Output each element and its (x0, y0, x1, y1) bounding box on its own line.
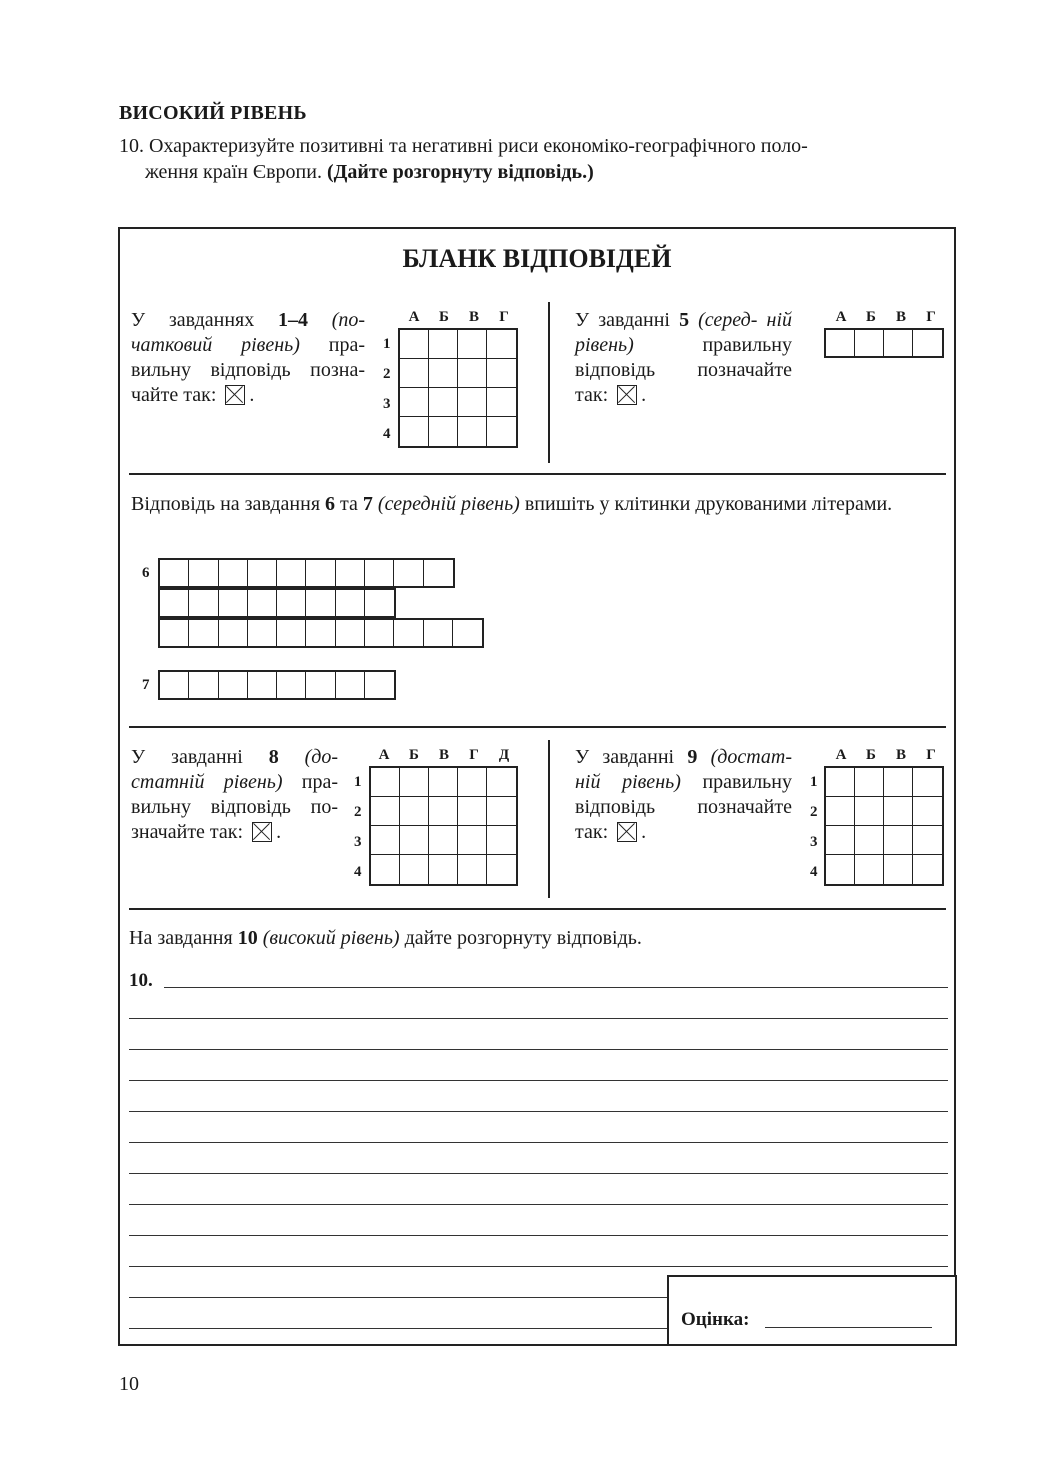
letter-cell[interactable] (189, 672, 218, 698)
answer-10-label: 10. (129, 970, 153, 991)
answer-cell[interactable] (400, 768, 429, 797)
letter-cell[interactable] (336, 590, 365, 616)
letter-cell[interactable] (336, 560, 365, 586)
answer-cell[interactable] (487, 826, 516, 855)
letter-cell[interactable] (365, 620, 394, 646)
answer-cell[interactable] (400, 797, 429, 826)
score-label: Оцінка: (681, 1309, 750, 1330)
answer-6-row-1[interactable] (158, 558, 455, 588)
block-10-instructions: На завдання 10 (високий рівень) дайте розгорнуту відповідь. (129, 927, 642, 949)
block-5-instructions: У завданні 5 (серед- ній рівень) правильну відповідь позначайте так: . (575, 309, 792, 406)
answer-line[interactable] (129, 1173, 948, 1174)
letter-cell[interactable] (248, 590, 277, 616)
block-9-instructions: У завданні 9 (достат- ній рівень) правильну відповідь позначайте так: . (575, 746, 793, 843)
answer-line[interactable] (129, 1080, 948, 1081)
letter-cell[interactable] (189, 590, 218, 616)
answer-cell[interactable] (429, 388, 458, 417)
letter-cell[interactable] (277, 620, 306, 646)
answer-cell[interactable] (487, 855, 516, 884)
answer-line[interactable] (129, 1142, 948, 1143)
answer-grid-9[interactable] (824, 766, 944, 886)
answer-cell[interactable] (458, 826, 487, 855)
answer-cell[interactable] (400, 359, 429, 388)
divider-horizontal-1 (129, 473, 946, 475)
answer-cell[interactable] (429, 855, 458, 884)
letter-cell[interactable] (160, 560, 189, 586)
block-9-rows: 1 2 3 4 (810, 774, 818, 880)
answer-cell[interactable] (913, 855, 942, 884)
answer-line[interactable] (164, 987, 948, 988)
block-8-instructions: У завданні 8 (до- статній рівень) пра- вильну відповідь по- значайте так: . (131, 746, 339, 843)
answer-cell[interactable] (884, 826, 913, 855)
letter-cell[interactable] (248, 560, 277, 586)
answer-cell[interactable] (400, 330, 429, 359)
letter-cell[interactable] (424, 620, 453, 646)
answer-cell[interactable] (429, 359, 458, 388)
divider-vertical-1 (548, 302, 550, 463)
score-input-line[interactable] (765, 1327, 932, 1328)
answer-grid-1-4[interactable] (398, 328, 518, 448)
answer-line[interactable] (129, 1204, 948, 1205)
letter-cell[interactable] (219, 590, 248, 616)
answer-cell[interactable] (429, 330, 458, 359)
answer-cell[interactable] (487, 330, 516, 359)
answer-cell[interactable] (913, 826, 942, 855)
answer-cell[interactable] (371, 826, 400, 855)
block-5-columns: А Б В Г (835, 309, 936, 325)
answer-cell[interactable] (913, 768, 942, 797)
answer-cell[interactable] (429, 417, 458, 446)
block-1-4-rows: 1 2 3 4 (383, 336, 391, 442)
answer-cell[interactable] (458, 388, 487, 417)
cross-mark-icon (617, 822, 637, 842)
letter-cell[interactable] (219, 620, 248, 646)
answer-cell[interactable] (487, 768, 516, 797)
cross-mark-icon (252, 822, 272, 842)
letter-cell[interactable] (189, 620, 218, 646)
answer-cell[interactable] (884, 855, 913, 884)
answer-sheet-title: БЛАНК ВІДПОВІДЕЙ (402, 244, 672, 273)
answer-cell[interactable] (458, 330, 487, 359)
letter-cell[interactable] (219, 672, 248, 698)
answer-cell[interactable] (855, 855, 884, 884)
task-6-label: 6 (142, 565, 150, 581)
answer-cell[interactable] (429, 797, 458, 826)
answer-cell[interactable] (429, 768, 458, 797)
answer-line[interactable] (129, 1049, 948, 1050)
letter-cell[interactable] (219, 560, 248, 586)
answer-cell[interactable] (884, 797, 913, 826)
cross-mark-icon (617, 385, 637, 405)
letter-cell[interactable] (336, 672, 365, 698)
letter-cell[interactable] (306, 620, 335, 646)
letter-cell[interactable] (336, 620, 365, 646)
block-9-columns: А Б В Г (835, 747, 936, 763)
letter-cell[interactable] (189, 560, 218, 586)
answer-cell[interactable] (487, 388, 516, 417)
answer-cell[interactable] (400, 417, 429, 446)
answer-line[interactable] (129, 1111, 948, 1112)
task-10-text (119, 133, 957, 185)
answer-cell[interactable] (826, 797, 855, 826)
answer-row-5[interactable] (824, 328, 944, 358)
block-8-columns: А Б В Г Д (378, 747, 510, 763)
letter-cell[interactable] (453, 620, 482, 646)
answer-cell[interactable] (855, 768, 884, 797)
answer-cell[interactable] (855, 797, 884, 826)
answer-line[interactable] (129, 1266, 948, 1267)
letter-cell[interactable] (306, 672, 335, 698)
answer-cell[interactable] (884, 768, 913, 797)
answer-cell[interactable] (371, 855, 400, 884)
letter-cell[interactable] (248, 672, 277, 698)
score-box (667, 1275, 957, 1346)
answer-cell[interactable] (487, 797, 516, 826)
block-8-rows: 1 2 3 4 (354, 774, 362, 880)
answer-cell[interactable] (458, 797, 487, 826)
letter-cell[interactable] (365, 672, 394, 698)
divider-vertical-2 (548, 740, 550, 898)
answer-cell[interactable] (400, 855, 429, 884)
answer-cell[interactable] (458, 768, 487, 797)
task-7-label: 7 (142, 677, 150, 693)
task-10-line2: ження країн Європи. (Дайте розгорнуту відповідь.) (145, 161, 594, 183)
task-10-line1: 10. Охарактеризуйте позитивні та негативні риси економіко-географічного поло- (119, 135, 808, 157)
answer-cell[interactable] (855, 826, 884, 855)
divider-horizontal-2 (129, 726, 946, 728)
letter-cell[interactable] (277, 672, 306, 698)
answer-cell[interactable] (826, 826, 855, 855)
answer-line[interactable] (129, 1018, 948, 1019)
letter-cell[interactable] (160, 672, 189, 698)
letter-cell[interactable] (424, 560, 453, 586)
block-1-4-instructions: У завданнях 1–4 (по- чатковий рівень) пра- вильну відповідь позна- чайте так: . (131, 309, 366, 406)
answer-cell[interactable] (913, 797, 942, 826)
answer-cell[interactable] (400, 388, 429, 417)
cross-mark-icon (225, 385, 245, 405)
answer-cell[interactable] (371, 797, 400, 826)
answer-cell[interactable] (487, 359, 516, 388)
answer-cell[interactable] (400, 826, 429, 855)
answer-cell[interactable] (826, 855, 855, 884)
page-number: 10 (119, 1373, 139, 1395)
letter-cell[interactable] (160, 620, 189, 646)
answer-6-row-3[interactable] (158, 618, 484, 648)
answer-cell[interactable] (458, 417, 487, 446)
letter-cell[interactable] (306, 590, 335, 616)
letter-cell[interactable] (160, 590, 189, 616)
level-heading: ВИСОКИЙ РІВЕНЬ (119, 102, 307, 124)
answer-7-row[interactable] (158, 670, 396, 700)
answer-cell[interactable] (458, 359, 487, 388)
answer-cell[interactable] (371, 768, 400, 797)
letter-cell[interactable] (394, 560, 423, 586)
answer-cell[interactable] (826, 768, 855, 797)
block-1-4-columns: А Б В Г (408, 309, 509, 325)
answer-6-row-2[interactable] (158, 588, 396, 618)
letter-cell[interactable] (306, 560, 335, 586)
letter-cell[interactable] (248, 620, 277, 646)
letter-cell[interactable] (365, 560, 394, 586)
answer-cell[interactable] (458, 855, 487, 884)
answer-grid-8[interactable] (369, 766, 518, 886)
letter-cell[interactable] (277, 560, 306, 586)
letter-cell[interactable] (365, 590, 394, 616)
answer-line[interactable] (129, 1235, 948, 1236)
letter-cell[interactable] (277, 590, 306, 616)
block-6-7-instructions: Відповідь на завдання 6 та 7 (середній рівень) впишіть у клітинки друкованими літерами. (131, 493, 893, 515)
letter-cell[interactable] (394, 620, 423, 646)
answer-cell[interactable] (429, 826, 458, 855)
answer-cell[interactable] (487, 417, 516, 446)
divider-horizontal-3 (129, 908, 946, 910)
